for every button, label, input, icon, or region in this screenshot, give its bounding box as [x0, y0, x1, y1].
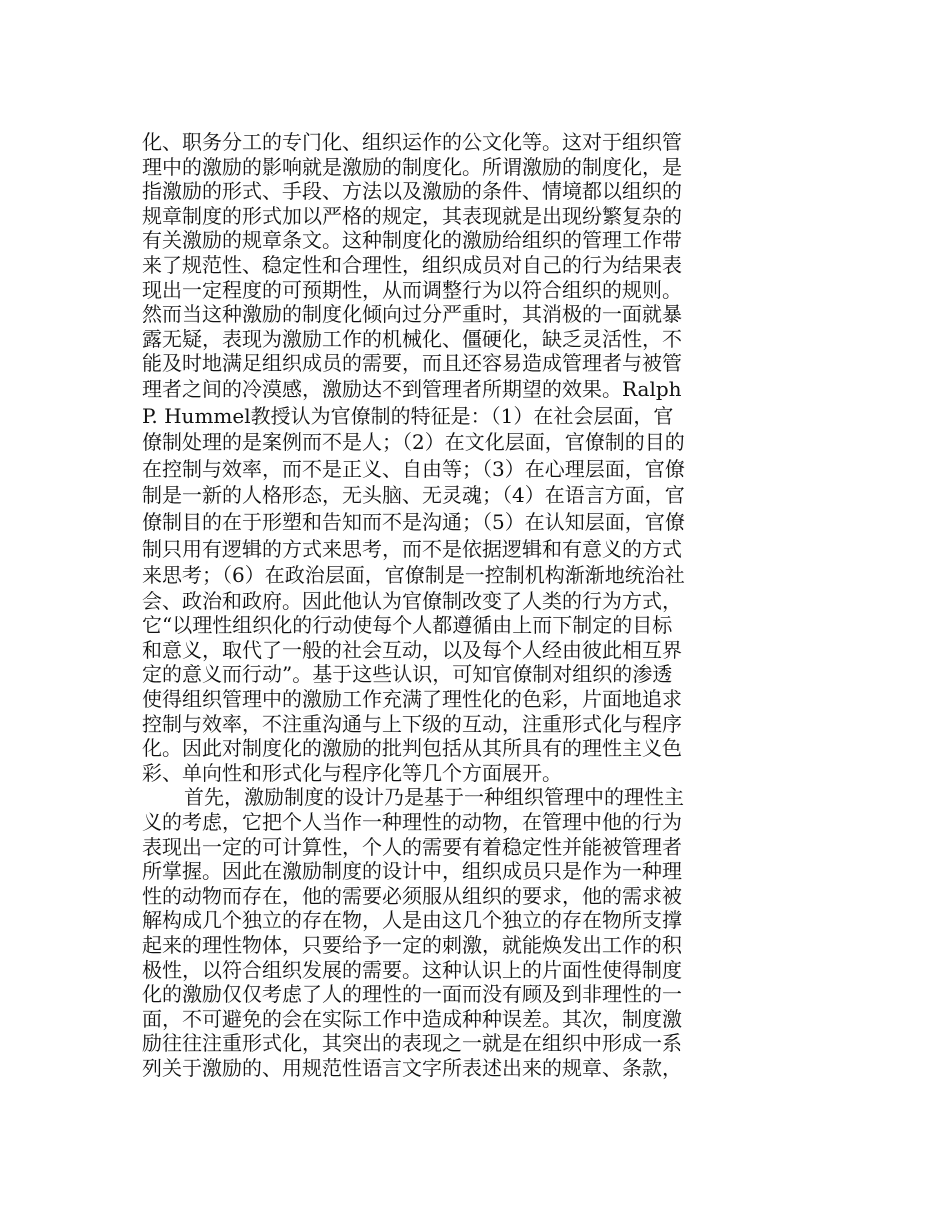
text-line: 现出一定程度的可预期性，从而调整行为以符合组织的规则。 — [142, 277, 682, 302]
text-line: 在控制与效率，而不是正义、自由等；（3）在心理层面，官僚 — [142, 456, 685, 481]
text-line: 义的考虑，它把个人当作一种理性的动物，在管理中他的行为 — [142, 810, 682, 835]
text-line: 和意义，取代了一般的社会互动，以及每个人经由彼此相互界 — [142, 637, 682, 662]
text-line: 表现出一定的可计算性，个人的需要有着稳定性并能被管理者 — [142, 834, 682, 859]
text-line: 能及时地满足组织成员的需要，而且还容易造成管理者与被管 — [142, 351, 682, 376]
text-line: 定的意义而行动”。基于这些认识，可知官僚制对组织的渗透 — [142, 662, 673, 687]
document-body — [142, 130, 732, 1081]
text-line: 励往往注重形式化，其突出的表现之一就是在组织中形成一系 — [142, 1031, 682, 1056]
text-line: 极性，以符合组织发展的需要。这种认识上的片面性使得制度 — [142, 957, 682, 982]
text-line: 露无疑，表现为激励工作的机械化、僵硬化，缺乏灵活性，不 — [142, 326, 682, 351]
text-line: 首先，激励制度的设计乃是基于一种组织管理中的理性主 — [184, 785, 684, 810]
text-line: 起来的理性物体，只要给予一定的刺激，就能焕发出工作的积 — [142, 933, 682, 957]
text-line: 僚制目的在于形塑和告知而不是沟通；（5）在认知层面，官僚 — [142, 509, 685, 534]
text-line: 解构成几个独立的存在物，人是由这几个独立的存在物所支撑 — [142, 908, 682, 933]
text-line: 面，不可避免的会在实际工作中造成种种误差。其次，制度激 — [142, 1006, 682, 1031]
text-line: 化的激励仅仅考虑了人的理性的一面而没有顾及到非理性的一 — [142, 982, 682, 1007]
text-line: 化、职务分工的专门化、组织运作的公文化等。这对于组织管 — [142, 130, 682, 154]
text-line: 化。因此对制度化的激励的批判包括从其所具有的理性主义色 — [142, 736, 682, 761]
text-line: 会、政治和政府。因此他认为官僚制改变了人类的行为方式， — [142, 588, 682, 613]
text-line: 使得组织管理中的激励工作充满了理性化的色彩，片面地追求 — [142, 687, 682, 712]
text-line: 控制与效率，不注重沟通与上下级的互动，注重形式化与程序 — [142, 711, 682, 736]
text-line: 制是一新的人格形态，无头脑、无灵魂；（4）在语言方面，官 — [142, 483, 685, 508]
text-line: 然而当这种激励的制度化倾向过分严重时，其消极的一面就暴 — [142, 302, 682, 327]
text-line: 制只用有逻辑的方式来思考，而不是依据逻辑和有意义的方式 — [142, 536, 682, 561]
text-line: 理者之间的冷漠感，激励达不到管理者所期望的效果。Ralph — [142, 376, 682, 401]
text-line: 来思考；（6）在政治层面，官僚制是一控制机构渐渐地统治社 — [142, 563, 685, 588]
text-line: P. Hummel教授认为官僚制的特征是：（1）在社会层面，官 — [142, 403, 674, 428]
text-line: 规章制度的形式加以严格的规定，其表现就是出现纷繁复杂的 — [142, 203, 682, 228]
text-line: 彩、单向性和形式化与程序化等几个方面展开。 — [142, 760, 562, 785]
text-line: 僚制处理的是案例而不是人；（2）在文化层面，官僚制的目的 — [142, 430, 685, 455]
text-line: 来了规范性、稳定性和合理性，组织成员对自己的行为结果表 — [142, 252, 682, 277]
text-line: 它“以理性组织化的行动使每个人都遵循由上而下制定的目标 — [142, 613, 673, 638]
text-line: 所掌握。因此在激励制度的设计中，组织成员只是作为一种理 — [142, 859, 682, 884]
text-line: 性的动物而存在，他的需要必须服从组织的要求，他的需求被 — [142, 883, 682, 908]
text-line: 指激励的形式、手段、方法以及激励的条件、情境都以组织的 — [142, 179, 682, 204]
text-line: 列关于激励的、用规范性语言文字所表述出来的规章、条款， — [142, 1055, 682, 1080]
text-line: 理中的激励的影响就是激励的制度化。所谓激励的制度化，是 — [142, 154, 682, 179]
text-line: 有关激励的规章条文。这种制度化的激励给组织的管理工作带 — [142, 228, 682, 253]
